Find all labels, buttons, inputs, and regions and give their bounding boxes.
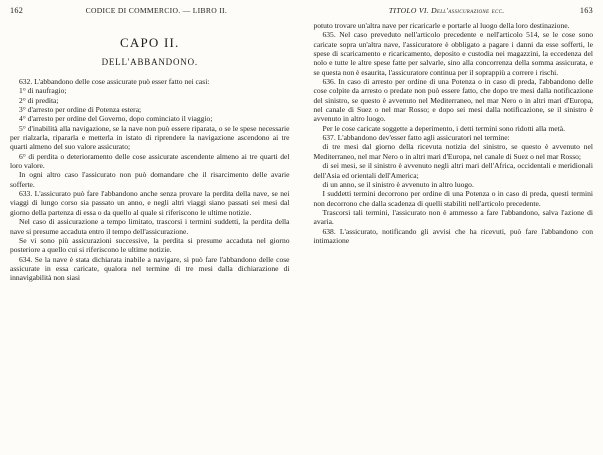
paragraph: In ogni altro caso l'assicurato non può domandare che il risarcimento delle avarie sofferte. — [10, 170, 290, 189]
paragraph: di tre mesi dal giorno della ricevuta notizia del sinistro, se questo è avvenuto nel Mediterraneo, nel mar Nero o in altri mari d'Europa, nel canale di Suez o nel mar Rosso; — [313, 142, 593, 161]
paragraph: 634. Se la nave è stata dichiarata inabile a navigare, si può fare l'abbandono delle cose assicurate in essa caricate, qualora nel termine di tre mesi dalla dichiarazione di innavigabilità non siasi — [10, 254, 290, 283]
paragraph: Trascorsi tali termini, l'assicurato non è ammesso a fare l'abbandono, salva l'azione di avaria. — [313, 207, 593, 227]
paragraph: 633. L'assicurato può fare l'abbandono anche senza provare la perdita della nave, se nei viaggi di lungo corso sia passato un anno, e negli altri viaggi siano passati sei mesi dal giorno della partenza di essa o da quello al quale si riferiscono le ultime notizie. — [10, 189, 290, 217]
list-item: 2° di predita; — [19, 95, 59, 105]
list-item: 6° di perdita o deterioramento delle cose assicurate ascendente almeno ai tre quarti del loro valore. — [10, 151, 290, 171]
paragraph: 636. In caso di arresto per ordine di una Potenza o in caso di preda, l'abbandono delle cose colpite da arresto o predate non può essere fatto, che dopo tre mesi dalla notificazione del sinistro, se questo è avvenuto nel Mediterraneo, nel mar Nero o in altri mari d'Europa, nel canale di Suez o nel mar Rosso; e dopo sei mesi dalla notificazione, se il sinistro è avvenuto in altro luogo. — [313, 77, 593, 124]
list-item: 3° d'arresto per ordine di Potenza estera; — [19, 105, 142, 115]
paragraph: potuto trovare un'altra nave per ricaricarle e portarle al luogo della loro destinazione. — [313, 21, 570, 30]
list-item: 5° d'inabilità alla navigazione, se la nave non può essere riparata, o se le spese necessarie per rialzarla, ripararla e metterla in istato di riprendere la navigazione ascendono ai tre quarti almeno del suo valore assicurato; — [10, 123, 290, 152]
chapter-subtitle: DELL'ABBANDONO. — [101, 57, 198, 67]
paragraph: 637. L'abbandono dev'esser fatto agli assicuratori nel termine: — [322, 133, 510, 143]
paragraph: Per le cose caricate soggette a deperimento, i detti termini sono ridotti alla metà. — [322, 123, 565, 133]
paragraph: I suddetti termini decorrono per ordine di una Potenza o in caso di preda, questi termini non decorrono che dalla scadenza di quelli stabiliti nell'articolo precedente. — [313, 189, 593, 208]
column-divider — [301, 0, 302, 455]
right-running-head — [314, 6, 594, 17]
left-column — [10, 6, 302, 451]
left-running-head — [10, 6, 290, 17]
right-folio: 163 — [579, 6, 593, 15]
paragraph: 635. Nel caso preveduto nell'articolo precedente e nell'articolo 514, se le cose sono caricate sopra un'altra nave, l'assicuratore è obbligato a pagare i danni da esse sofferti, le spese di scaricamento e ricaricamento, deposito e custodia nei magazzini, la eccedenza del nolo e tutte le altre spese fatte per salvarle, sino alla concorrenza della somma assicurata, e se questa non è esaurita, l'assicuratore continua per il soprappiù a correre i rischi. — [313, 30, 593, 77]
chapter-heading: CAPO II. — [120, 35, 180, 50]
paragraph: Nel caso di assicurazione a tempo limitato, trascorsi i termini suddetti, la perdita della nave si presume accaduta entro il tempo dell'assicurazione. — [10, 217, 290, 236]
right-column — [302, 6, 594, 451]
paragraph: di un anno, se il sinistro è avvenuto in altro luogo. — [322, 179, 474, 189]
paragraph: di sei mesi, se il sinistro è avvenuto negli altri mari dell'Africa, occidentali e meridionali dell'Asia ed orientali dell'America; — [313, 161, 593, 180]
left-folio: 162 — [10, 6, 24, 15]
list-item: 1° di naufragio; — [19, 86, 67, 96]
list-item: 4° d'arresto per ordine del Governo, dopo cominciato il viaggio; — [19, 114, 213, 124]
left-running-title: CODICE DI COMMERCIO. — LIBRO II. — [85, 6, 228, 15]
paragraph: 638. L'assicurato, notificando gli avvisi che ha ricevuti, può fare l'abbandono con intimazione — [313, 226, 593, 245]
right-running-title: TITOLO VI. Dell'assicurazione ecc. — [388, 6, 505, 15]
paragraph: Se vi sono più assicurazioni successive, la perdita si presume accaduta nel giorno posteriore a quello cui si riferiscono le ultime notizie. — [10, 235, 290, 255]
paragraph: 632. L'abbandono delle cose assicurate può esser fatto nei casi: — [19, 77, 210, 86]
